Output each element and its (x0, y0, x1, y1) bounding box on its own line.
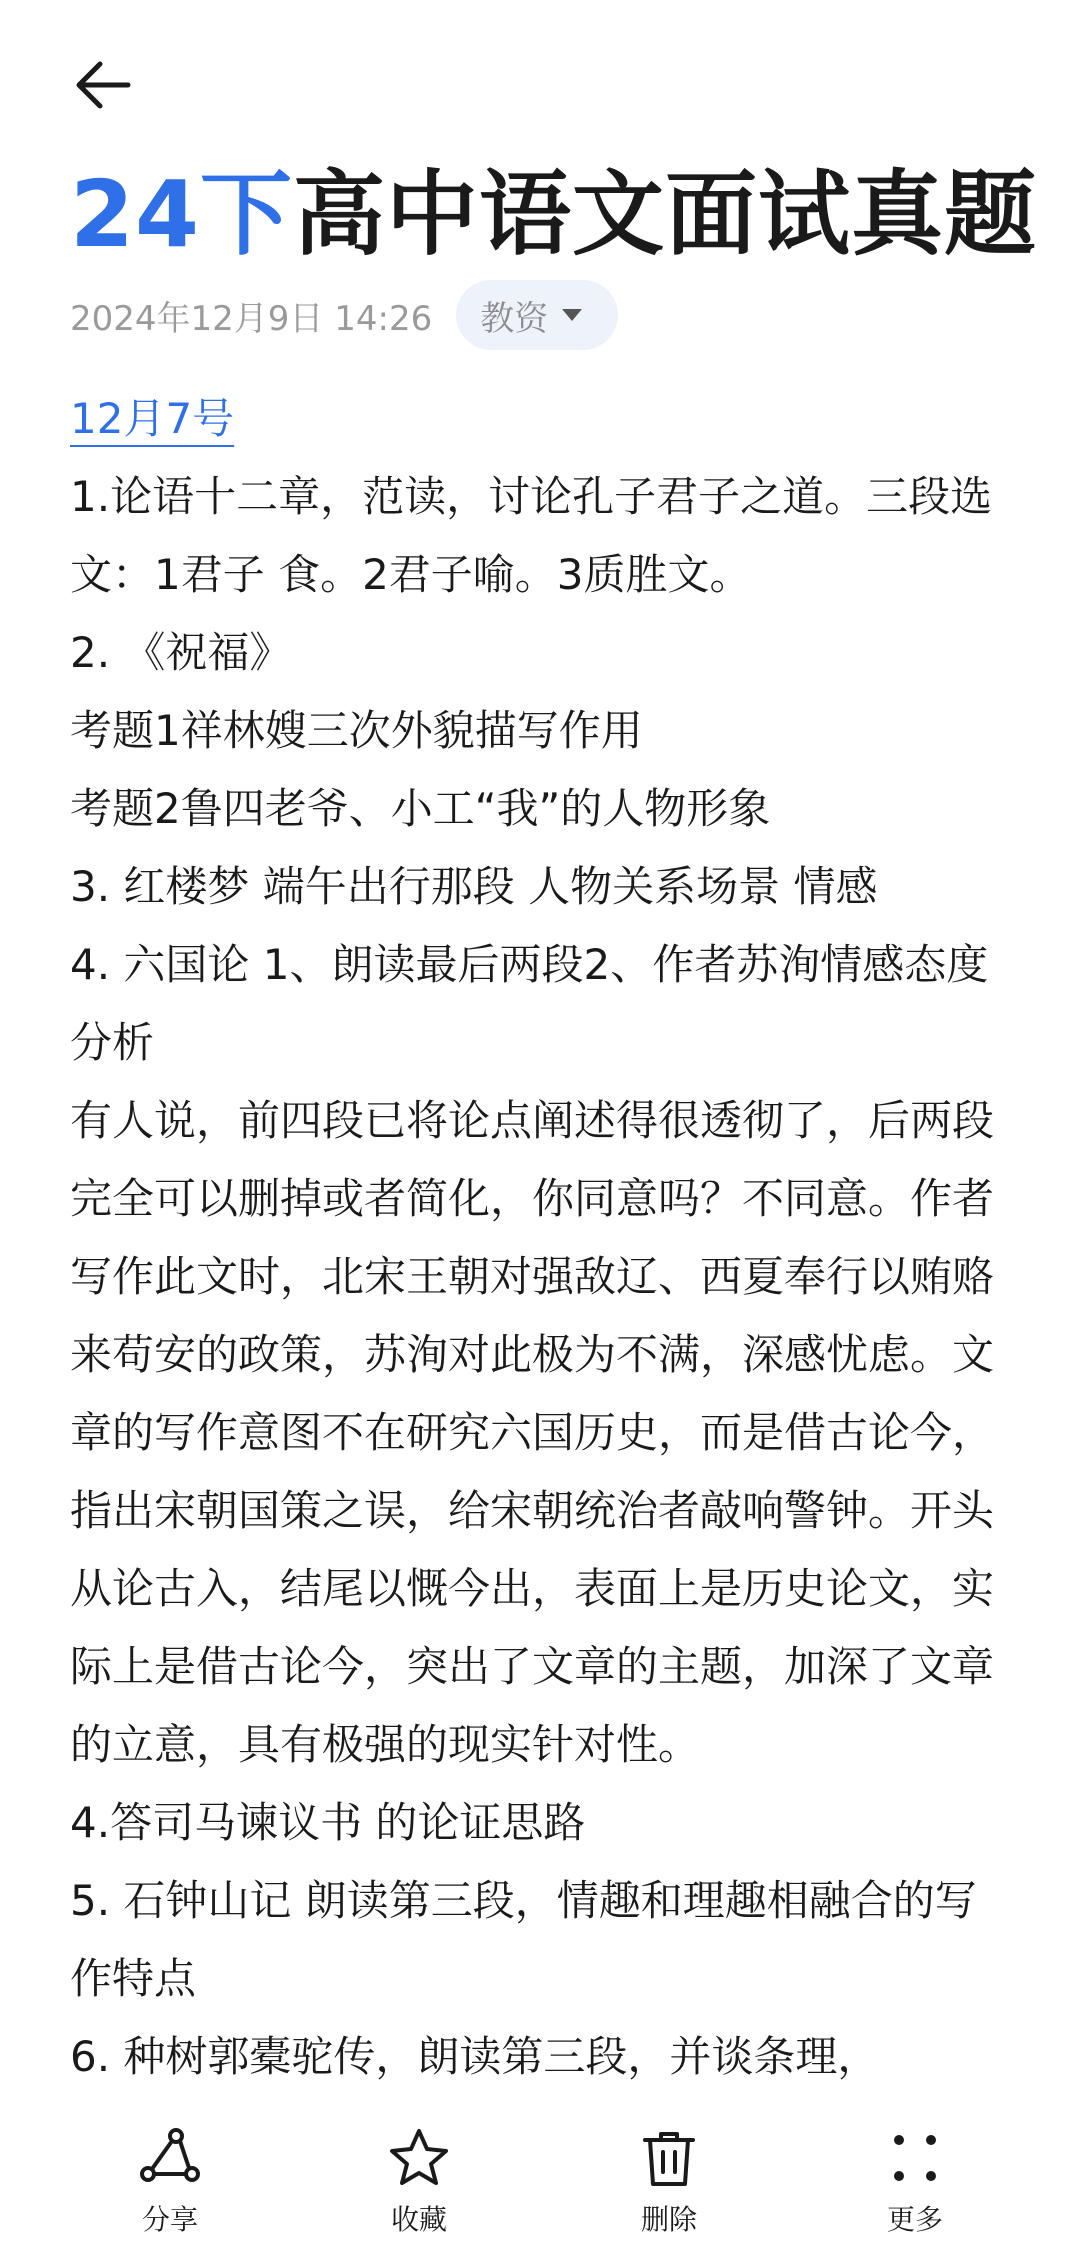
share-icon (138, 2126, 202, 2190)
note-title (70, 150, 1037, 280)
note-meta (70, 280, 618, 350)
more-button[interactable] (835, 2126, 995, 2238)
delete-button[interactable] (589, 2126, 749, 2238)
date-heading[interactable]: 12月7号 (70, 394, 235, 443)
paragraph-4: 考题2鲁四老爷、小工“我”的人物形象 (70, 784, 771, 833)
paragraph-7: 有人说，前四段已将论点阐述得很透彻了，后两段完全可以删掉或者简化，你同意吗？不同意。作者写作此文时，北宋王朝对强敌辽、西夏奉行以贿赂来苟安的政策，苏洵对此极为不满，深感忧虑。文章的写作意图不在研究六国历史，而是借古论今，指出宋朝国策之误，给宋朝统治者敲响警钟。开头从论古入，结尾以慨今出，表面上是历史论文，实际上是借古论今，突出了文章的主题，加深了文章的立意，具有极强的现实针对性。 (70, 1096, 995, 1769)
note-body[interactable] (70, 380, 1010, 2088)
bottom-toolbar (0, 2088, 1080, 2259)
note-date: 2024年12月9日 14:26 (70, 298, 433, 339)
paragraph-3: 考题1祥林嫂三次外貌描写作用 (70, 706, 643, 755)
share-button[interactable] (90, 2126, 250, 2238)
caret-down-icon (562, 309, 582, 321)
paragraph-9: 5. 石钟山记 朗读第三段，情趣和理趣相融合的写作特点 (70, 1876, 977, 2003)
title-rest: 高中语文面试真题 (293, 161, 1038, 268)
favorite-button[interactable] (339, 2126, 499, 2238)
paragraph-10: 6. 种树郭橐驼传，朗读第三段，并谈条理， (70, 2032, 880, 2081)
paragraph-6: 4. 六国论 1、朗读最后两段2、作者苏洵情感态度分析 (70, 940, 989, 1067)
title-accent: 24下 (70, 161, 294, 268)
paragraph-5: 3. 红楼梦 端午出行那段 人物关系场景 情感 (70, 862, 878, 911)
paragraph-8: 4.答司马谏议书 的论证思路 (70, 1798, 586, 1847)
paragraph-2: 2. 《祝福》 (70, 628, 292, 677)
category-label: 教资 (480, 298, 549, 339)
star-icon (387, 2126, 451, 2190)
category-selector[interactable] (456, 280, 618, 350)
delete-label: 删除 (640, 2203, 697, 2236)
back-arrow-icon (72, 54, 134, 116)
trash-icon (637, 2126, 701, 2190)
more-label: 更多 (886, 2203, 943, 2236)
back-button[interactable] (62, 44, 144, 126)
more-icon (883, 2126, 947, 2190)
favorite-label: 收藏 (390, 2203, 447, 2236)
share-label: 分享 (141, 2203, 198, 2236)
paragraph-1: 1.论语十二章，范读，讨论孔子君子之道。三段选文：1君子 食。2君子喻。3质胜文。 (70, 472, 993, 599)
